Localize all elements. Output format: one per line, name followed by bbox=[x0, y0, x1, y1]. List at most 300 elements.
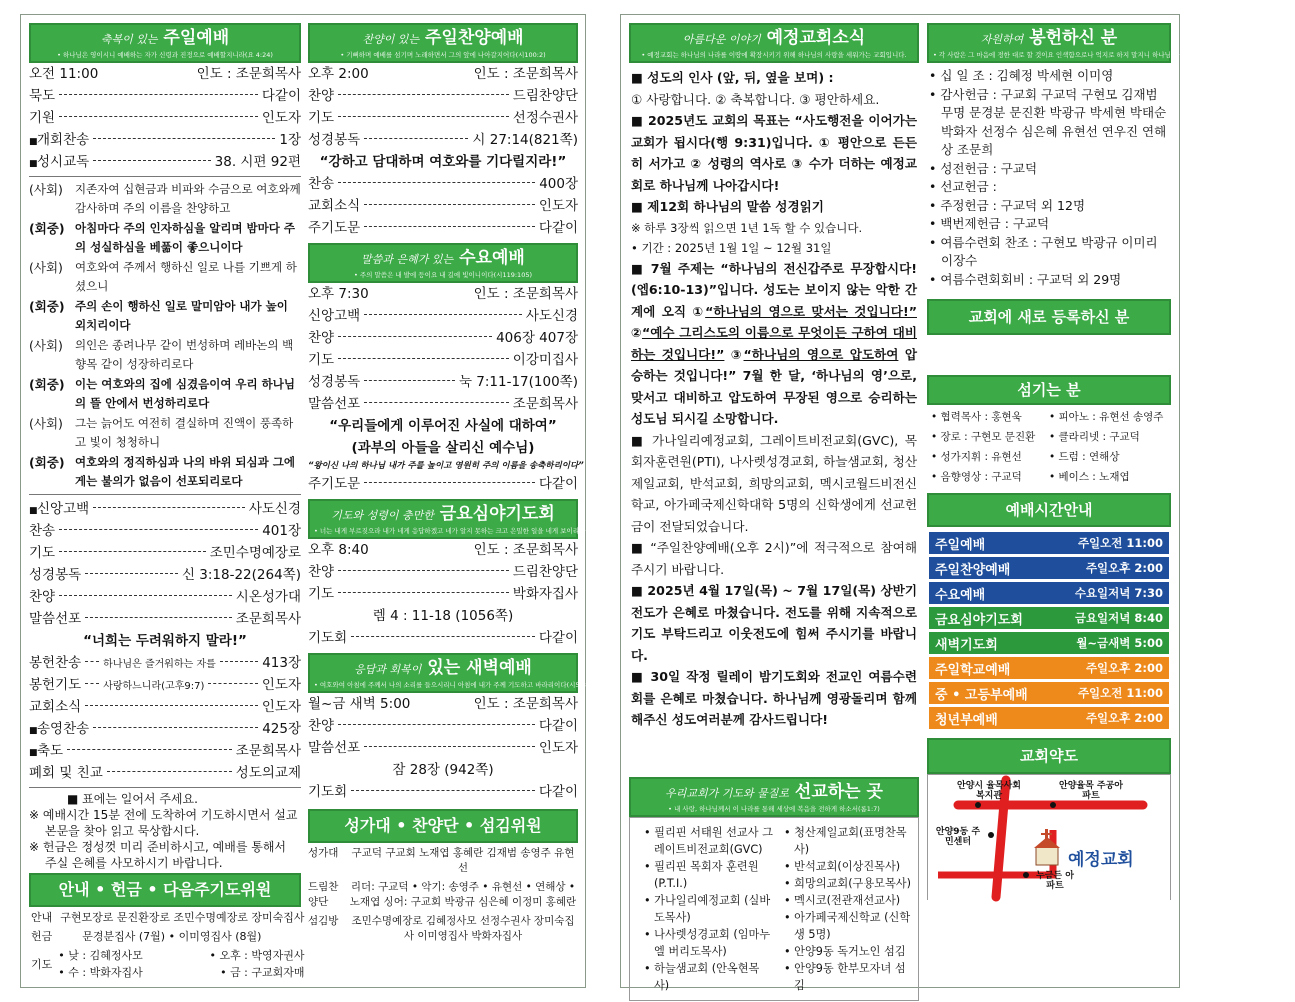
order-label: 폐회 및 친교 bbox=[29, 765, 103, 781]
reading-speaker: (사회) bbox=[29, 416, 63, 431]
order-label: 말씀선포 bbox=[308, 396, 361, 412]
service-time: 오후 2:00 bbox=[308, 66, 369, 82]
stand-marker: ■ bbox=[29, 137, 38, 147]
header-pre: 축복이 있는 bbox=[100, 33, 158, 46]
server-item: • 장로 : 구현모 문진환 bbox=[931, 431, 1036, 443]
map-label: 안양시 율목사회복지관 bbox=[957, 781, 1021, 801]
order-row bbox=[29, 762, 301, 784]
map-label: 안양율목 주공아파트 bbox=[1059, 781, 1123, 801]
guide-value: • 수 : 박화자집사 bbox=[58, 966, 143, 979]
guide-table bbox=[29, 907, 307, 983]
mission-item: • 멕시코(전관재선교사) bbox=[784, 894, 901, 907]
dotted-leader bbox=[220, 661, 258, 662]
order-row bbox=[308, 217, 578, 239]
order-label: 신앙고백 bbox=[308, 308, 361, 324]
schedule-service: 주일예배 bbox=[935, 537, 986, 553]
guide-title: 안내 • 헌금 • 다음주기도위원 bbox=[58, 880, 272, 899]
header-title: 주일찬양예배 bbox=[425, 28, 524, 48]
schedule-time: 주일오전 11:00 bbox=[1077, 536, 1163, 550]
choir-members: 조민수명예장로 김혜정사모 선정수권사 장미숙집사 이미영집사 박화자집사 bbox=[351, 915, 575, 942]
header-verse: • 각 사람은 그 마음에 정한 대로 할 것이요 인색함으로나 억지로 하지 말지니 하나님은 즐겨 내는 자를 사랑하시느니라(고후9:7) bbox=[933, 51, 1295, 59]
scripture-ref: 잠 28장 (942쪽) bbox=[392, 762, 494, 778]
order-label: 성시교독 bbox=[37, 154, 90, 170]
schedule-time: 주일오후 2:00 bbox=[1085, 661, 1163, 675]
news-text: 압승하는 것입니다!” 7월 한 달, ‘하나님의 영’으로, 맞서고 대비하고 압도하여 무장된 영으로 승리하는 성도님 되시길 소망합니다. bbox=[631, 346, 917, 426]
order-row bbox=[308, 393, 578, 415]
order-label: 교회소식 bbox=[308, 198, 361, 214]
offering-header bbox=[927, 23, 1295, 63]
schedule-service: 새벽기도회 bbox=[935, 637, 998, 653]
stand-note: ■ 표에는 일어서 주세요. bbox=[67, 792, 198, 806]
order-memo: 하나님은 즐거워하는 자를 bbox=[103, 659, 216, 670]
mission-item: • 안양9동 한부모자녀 섬김 bbox=[784, 962, 906, 992]
leader-row bbox=[308, 539, 578, 561]
dotted-leader bbox=[93, 727, 258, 728]
order-row bbox=[29, 696, 301, 718]
service-leader: 인도 : 조문희목사 bbox=[473, 696, 578, 712]
dotted-leader bbox=[59, 94, 258, 95]
reading-speaker: (사회) bbox=[29, 182, 63, 197]
order-value: 413장 bbox=[262, 655, 301, 671]
stand-marker: ■ bbox=[29, 748, 38, 758]
header-pre: 우리교회가 기도와 물질로 bbox=[665, 787, 789, 800]
mission-item: • 반석교회(이상진목사) bbox=[784, 860, 901, 873]
choir-row bbox=[308, 846, 578, 876]
news-item: • 기간 : 2025년 1월 1일 ~ 12월 31일 bbox=[631, 240, 832, 255]
guide-value: • 금 : 구교회자매 bbox=[220, 966, 305, 979]
order-value: 선정수권사 bbox=[512, 110, 578, 126]
header-title: 예정교회소식 bbox=[766, 28, 866, 48]
other-services-column bbox=[308, 23, 612, 948]
order-value: 인도자 bbox=[538, 740, 578, 756]
schedule-row bbox=[929, 707, 1169, 729]
news-item: ① 사랑합니다. ② 축복합니다. ③ 평안하세요. bbox=[631, 91, 880, 107]
order-value: 인도자 bbox=[261, 677, 301, 693]
dotted-leader bbox=[364, 204, 535, 205]
order-value: 인도자 bbox=[538, 198, 578, 214]
church-name-label: 예정교회 bbox=[1068, 850, 1134, 870]
servers-header: 섬기는 분 bbox=[927, 375, 1171, 405]
schedule-time: 수요일저녁 7:30 bbox=[1074, 586, 1163, 600]
order-label: 기도 bbox=[308, 352, 335, 368]
newcomer-empty bbox=[927, 335, 1171, 375]
reading-text: 지존자여 십현금과 비파와 수금으로 여호와께 감사하며 주의 이름을 찬양하고 bbox=[75, 182, 301, 215]
schedule-service: 청년부예배 bbox=[935, 712, 998, 728]
news-underline: “예수 그리스도의 이름으로 무엇이든 구하여 대비하는 것입니다!” bbox=[631, 325, 917, 362]
order-value: 401장 bbox=[262, 523, 301, 539]
schedule-list bbox=[927, 527, 1171, 734]
choir-row bbox=[308, 914, 578, 944]
reading-text: 주의 손이 행하신 일로 말미암아 내가 높이 외치리이다 bbox=[75, 299, 288, 332]
order-value: 다같이 bbox=[538, 476, 578, 492]
offering-list bbox=[927, 63, 1171, 293]
dotted-leader bbox=[338, 94, 509, 95]
scripture-ref: 렘 4 : 11-18 (1056쪽) bbox=[372, 608, 514, 624]
order-row bbox=[308, 561, 578, 583]
offering-row: • 백번제헌금 : 구교덕 bbox=[929, 216, 1050, 231]
dotted-leader bbox=[67, 749, 232, 750]
order-row bbox=[29, 608, 301, 630]
header-pre: 찬양이 있는 bbox=[362, 33, 420, 46]
header-pre: 자원하여 bbox=[980, 33, 1024, 46]
news-item: ■ 제12회 하나님의 말씀 성경읽기 bbox=[631, 199, 824, 214]
schedule-service: 주일학교예배 bbox=[935, 662, 1011, 678]
order-value: 시 27:14(821쪽) bbox=[472, 132, 578, 148]
dotted-leader bbox=[85, 705, 258, 706]
order-row bbox=[29, 151, 301, 173]
order-row bbox=[29, 718, 301, 740]
guide-value: • 오후 : 박영자권사 bbox=[209, 949, 305, 962]
news-underline: “하나님의 영으로 맞서는 것입니다!” bbox=[705, 303, 917, 319]
news-item: ■ 30일 작정 릴레이 밤기도회와 전교인 여름수련회를 은혜로 마쳤습니다. 하나님께 영광돌리며 함께 해주신 성도여러분께 감사드립니다! bbox=[631, 669, 917, 727]
order-label: 찬양 bbox=[308, 330, 335, 346]
order-row bbox=[308, 583, 578, 605]
order-row bbox=[29, 129, 301, 151]
mission-list bbox=[629, 817, 919, 1001]
dotted-leader bbox=[364, 380, 455, 381]
order-label: 축도 bbox=[37, 743, 64, 759]
mission-item: • 필리핀 목회자 훈련원 (P.T.I.) bbox=[644, 860, 759, 890]
order-value: 조문희목사 bbox=[512, 396, 578, 412]
server-item: • 베이스 : 노재엽 bbox=[1049, 471, 1130, 483]
schedule-time: 주일오전 11:00 bbox=[1077, 686, 1163, 700]
order-value: 드림찬양단 bbox=[512, 564, 578, 580]
guide-value: 문경분집사 (7월) • 이미영집사 (8월) bbox=[82, 930, 262, 943]
leader-row bbox=[308, 283, 578, 305]
order-label: 기도 bbox=[308, 110, 335, 126]
order-row bbox=[29, 564, 301, 586]
order-row bbox=[29, 542, 301, 564]
dotted-leader bbox=[338, 336, 492, 337]
order-value: 425장 bbox=[262, 721, 301, 737]
servers-list bbox=[927, 405, 1171, 489]
dotted-leader bbox=[59, 529, 258, 530]
order-label: 묵도 bbox=[29, 88, 56, 104]
server-item: • 음향영상 : 구교덕 bbox=[931, 471, 1022, 483]
order-row bbox=[308, 371, 578, 393]
schedule-service: 금요심야기도회 bbox=[935, 612, 1023, 628]
leader-row bbox=[29, 63, 301, 85]
dotted-leader bbox=[338, 116, 509, 117]
header-pre: 말씀과 은혜가 있는 bbox=[361, 253, 454, 266]
order-label: 찬양 bbox=[308, 718, 335, 734]
service-time: 월~금 새벽 5:00 bbox=[308, 696, 411, 712]
order-value: 406장 407장 bbox=[496, 330, 578, 346]
news-item: ■ 2025년도 교회의 목표는 “사도행전을 이어가는 교회가 됩시다(행 9:31)입니다. ① 평안으로 든든히 서가고 ② 성령의 역사로 ③ 수가 더하는 예정교회로 하나님께 나아갑시다! bbox=[631, 113, 917, 193]
schedule-header: 예배시간안내 bbox=[927, 493, 1171, 527]
sermon-quote: “왕이신 나의 하나님 내가 주를 높이고 영원히 주의 이름을 송축하리이다” bbox=[308, 461, 584, 471]
order-row bbox=[29, 85, 301, 107]
header-pre: 기도와 성령이 충만한 bbox=[331, 509, 434, 522]
mission-item: • 아가페국제신학교 (신학생 5명) bbox=[784, 911, 911, 941]
reading-line bbox=[29, 336, 301, 374]
offering-row: • 십 일 조 : 김혜정 박세현 이미영 bbox=[929, 68, 1114, 83]
order-row bbox=[29, 674, 301, 696]
schedule-time: 주일오후 2:00 bbox=[1085, 561, 1163, 575]
dotted-leader bbox=[338, 724, 535, 725]
order-value: 시온성가대 bbox=[235, 589, 301, 605]
order-label: 교회소식 bbox=[29, 699, 82, 715]
reading-line bbox=[29, 258, 301, 296]
service-note: ※ 예배시간 15분 전에 도착하여 기도하시면서 설교 본문을 찾아 읽고 묵상합시다. bbox=[29, 808, 298, 838]
order-value: 다같이 bbox=[261, 88, 301, 104]
sermon-subtitle: (과부의 아들을 살리신 예수님) bbox=[351, 440, 535, 456]
reading-speaker: (회중) bbox=[29, 221, 65, 236]
order-value: 신 3:18-22(264쪽) bbox=[181, 567, 301, 583]
dotted-leader bbox=[364, 314, 522, 315]
dotted-leader bbox=[93, 160, 210, 161]
order-label: 성경봉독 bbox=[29, 567, 82, 583]
mission-item: • 하늘샘교회 (안옥현목사) bbox=[644, 962, 760, 992]
dotted-leader bbox=[107, 771, 232, 772]
order-label: 신앙고백 bbox=[37, 501, 90, 517]
offering-row: • 주정헌금 : 구교덕 외 12명 bbox=[929, 197, 1086, 213]
offering-column bbox=[927, 23, 1295, 900]
order-label: 송영찬송 bbox=[37, 721, 90, 737]
order-memo: 사랑하느니라(고후9:7) bbox=[103, 681, 205, 692]
dawn-service-header bbox=[308, 653, 589, 693]
reading-line bbox=[29, 453, 301, 491]
dotted-leader bbox=[93, 138, 275, 139]
reading-line bbox=[29, 297, 301, 335]
dotted-leader bbox=[351, 636, 535, 637]
service-leader: 인도 : 조문희목사 bbox=[473, 66, 578, 82]
order-row bbox=[308, 781, 578, 803]
server-item: • 성가지휘 : 유현선 bbox=[931, 451, 1022, 463]
header-verse: • 예정교회는 하나님의 나라를 이땅에 확장시키기 위해 하나님의 사랑을 세워가는 교회입니다. bbox=[641, 51, 907, 59]
reading-line bbox=[29, 375, 301, 413]
order-value: 인도자 bbox=[261, 110, 301, 126]
order-value: 1장 bbox=[279, 132, 301, 148]
dotted-leader bbox=[338, 358, 509, 359]
header-verse: • 하나님은 영이시니 예배하는 자가 신령과 진정으로 예배할지니라(요 4:24) bbox=[57, 51, 273, 59]
choir-label: 성가대 bbox=[308, 847, 339, 859]
news-text: ■ 7월 주제는 “하나님의 전신갑주로 무장합시다!(엡6:10-13)”입니다. 성도는 보이지 않는 악한 간계에 오직 ① bbox=[631, 260, 917, 319]
order-label: 말씀선포 bbox=[308, 740, 361, 756]
order-value: 38. 시편 92편 bbox=[214, 154, 301, 170]
order-label: 주기도문 bbox=[308, 476, 361, 492]
schedule-time: 금요일저녁 8:40 bbox=[1074, 611, 1163, 625]
header-verse: • 내 사랑, 하나님께서 이 나라를 통해 세상에 복음을 전하게 하소서(롬1:7) bbox=[668, 805, 880, 813]
reading-speaker: (회중) bbox=[29, 299, 65, 314]
service-note: ※ 헌금은 정성껏 미리 준비하시고, 예배를 통해서 주실 은혜를 사모하시기 바랍니다. bbox=[29, 840, 287, 870]
news-text: ② bbox=[631, 325, 642, 340]
dotted-leader bbox=[59, 116, 258, 117]
server-item: • 드럼 : 연해상 bbox=[1049, 451, 1120, 463]
server-item: • 클라리넷 : 구교덕 bbox=[1049, 431, 1140, 443]
header-title: 있는 새벽예배 bbox=[427, 658, 532, 678]
dotted-leader bbox=[59, 551, 206, 552]
mission-item: • 희망의교회(구용모목사) bbox=[784, 877, 911, 890]
order-value: 조문희목사 bbox=[235, 743, 301, 759]
schedule-row bbox=[929, 682, 1169, 704]
order-value: 조문희목사 bbox=[235, 611, 301, 627]
header-title: 주일예배 bbox=[163, 28, 230, 48]
stand-marker: ■ bbox=[29, 159, 38, 169]
order-row bbox=[29, 740, 301, 762]
server-item: • 피아노 : 유현선 송영주 bbox=[1049, 411, 1164, 423]
map-label: 누금든 아파트 bbox=[1036, 871, 1074, 891]
order-label: 개회찬송 bbox=[37, 132, 90, 148]
order-row bbox=[308, 327, 578, 349]
dotted-leader bbox=[338, 182, 535, 183]
sermon-title: “우리들에게 이루어진 사실에 대하여” bbox=[329, 418, 557, 434]
service-time: 오후 7:30 bbox=[308, 286, 369, 302]
reading-speaker: (사회) bbox=[29, 338, 63, 353]
mission-item: • 청산제일교회(표명찬목사) bbox=[784, 826, 907, 856]
news-item: ■ “주일찬양예배(오후 2시)”에 적극적으로 참여해주시기 바랍니다. bbox=[631, 540, 917, 577]
schedule-row bbox=[929, 557, 1169, 579]
order-row bbox=[308, 195, 578, 217]
mission-section bbox=[629, 777, 919, 1001]
news-text: ③ bbox=[724, 346, 744, 362]
order-label: 찬송 bbox=[308, 176, 335, 192]
service-leader: 인도 : 조문희목사 bbox=[473, 286, 578, 302]
reading-text: 이는 여호와의 집에 심겼음이여 우리 하나님의 뜰 안에서 번성하리로다 bbox=[75, 377, 295, 410]
news-item: ■ 가나일리예정교회, 그레이트비전교회(GVC), 목회자훈련원(PTI), 나사렛성경교회, 하늘샘교회, 청산제일교회, 반석교회, 희망의교회, 멕시코월드비전신학교, 아가페국제신학대학 5명의 신학생에게 선교헌금이 전달되었습니다. bbox=[631, 432, 917, 534]
guide-value: 구현모장로 문진환장로 조민수명예장로 장미숙집사 bbox=[60, 911, 305, 924]
header-verse: • 주의 말씀은 내 발에 등이요 내 길에 빛이니이다(시119:105) bbox=[353, 271, 533, 279]
order-value: 다같이 bbox=[538, 630, 578, 646]
service-time: 오후 8:40 bbox=[308, 542, 369, 558]
mission-item: • 나사렛성경교회 (임마누엘 버리도목사) bbox=[644, 928, 771, 958]
reading-line bbox=[29, 414, 301, 452]
dotted-leader bbox=[93, 507, 245, 508]
order-label: 찬양 bbox=[308, 88, 335, 104]
schedule-row bbox=[929, 607, 1169, 629]
order-label: 성경봉독 bbox=[308, 374, 361, 390]
stand-marker: ■ bbox=[29, 506, 38, 516]
dotted-leader bbox=[85, 617, 232, 618]
order-value: 사도신경 bbox=[248, 501, 301, 517]
news-underline: “하나님의 영으로 압도하여 bbox=[743, 346, 899, 362]
dotted-leader bbox=[364, 402, 509, 403]
order-value: 성도의교제 bbox=[235, 765, 301, 781]
order-row bbox=[308, 627, 578, 649]
choir-members: 리더: 구교덕 • 악기: 송영주 • 유현선 • 연해상 • 노재엽 싱어: 구교회 박광규 심은혜 이정미 홍혜란 bbox=[349, 881, 577, 908]
schedule-time: 월~금새벽 5:00 bbox=[1076, 636, 1163, 650]
order-value: 다같이 bbox=[538, 718, 578, 734]
reading-speaker: (사회) bbox=[29, 260, 63, 275]
reading-text: 아침마다 주의 인자하심을 알리며 밤마다 주의 성실하심을 베풂이 좋으니이다 bbox=[75, 221, 295, 254]
order-label: 찬양 bbox=[29, 589, 56, 605]
dotted-leader bbox=[85, 661, 99, 662]
order-row bbox=[308, 107, 578, 129]
order-label: 성경봉독 bbox=[308, 132, 361, 148]
schedule-row bbox=[929, 632, 1169, 654]
header-title: 수요예배 bbox=[459, 248, 525, 268]
offering-row: • 감사헌금 : 구교회 구교덕 구현모 김재범 무명 문경분 문진환 박광규 박세현 박태순 박화자 선정수 심은혜 유현선 연우진 연해상 조문희 bbox=[929, 86, 1167, 157]
sermon-title: “강하고 담대하며 여호와를 기다릴지라!” bbox=[319, 154, 567, 170]
schedule-row bbox=[929, 657, 1169, 679]
order-label: 기원 bbox=[29, 110, 56, 126]
order-row bbox=[308, 349, 578, 371]
map-header: 교회약도 bbox=[927, 738, 1171, 774]
order-row bbox=[308, 715, 578, 737]
order-row bbox=[308, 305, 578, 327]
order-row bbox=[29, 498, 301, 520]
reading-text: 여호와의 정직하심과 나의 바위 되심과 그에게는 불의가 없음이 선포되리로다 bbox=[75, 455, 295, 488]
dotted-leader bbox=[364, 138, 468, 139]
choir-header bbox=[308, 809, 578, 843]
order-label: 찬양 bbox=[308, 564, 335, 580]
sunday-service-header bbox=[29, 23, 301, 63]
header-pre: 아름다운 이야기 bbox=[682, 33, 761, 46]
news-header bbox=[629, 23, 919, 63]
schedule-row bbox=[929, 582, 1169, 604]
dotted-leader bbox=[59, 595, 232, 596]
service-time: 오전 11:00 bbox=[29, 66, 99, 82]
schedule-row bbox=[929, 532, 1169, 554]
dotted-leader bbox=[364, 226, 535, 227]
order-row bbox=[29, 107, 301, 129]
leader-row bbox=[308, 693, 578, 715]
header-title: 금요심야기도회 bbox=[439, 504, 555, 524]
friday-service-header bbox=[308, 499, 612, 539]
schedule-service: 주일찬양예배 bbox=[935, 562, 1011, 578]
dotted-leader bbox=[338, 570, 509, 571]
newcomer-header: 교회에 새로 등록하신 분 bbox=[927, 299, 1171, 335]
guide-value: • 낮 : 김혜정사모 bbox=[58, 949, 143, 962]
church-news-column bbox=[629, 23, 919, 731]
choir-row bbox=[308, 880, 578, 910]
mission-header bbox=[629, 777, 919, 817]
bulletin-left-page bbox=[20, 14, 612, 988]
schedule-service: 중 • 고등부예배 bbox=[935, 687, 1028, 703]
order-label: 기도회 bbox=[308, 784, 348, 800]
reading-text: 여호와여 주께서 행하신 일로 나를 기쁘게 하셨으니 bbox=[75, 260, 297, 293]
choir-label: 섬김방 bbox=[308, 915, 339, 927]
dotted-leader bbox=[208, 683, 258, 684]
news-item: ※ 하루 3장씩 읽으면 1년 1독 할 수 있습니다. bbox=[631, 220, 863, 235]
news-item bbox=[631, 258, 917, 430]
schedule-time: 주일오후 2:00 bbox=[1085, 711, 1163, 725]
order-row bbox=[29, 586, 301, 608]
service-leader: 인도 : 조문희목사 bbox=[473, 542, 578, 558]
bulletin-right-page bbox=[620, 14, 1295, 992]
reading-text: 의인은 종려나무 같이 번성하며 레바논의 백향목 같이 성장하리로다 bbox=[75, 338, 294, 371]
schedule-service: 수요예배 bbox=[935, 587, 986, 603]
order-value: 400장 bbox=[539, 176, 578, 192]
sunday-service-column bbox=[29, 23, 305, 983]
order-label: 주기도문 bbox=[308, 220, 361, 236]
map-label: 안양9동 주민센터 bbox=[935, 827, 981, 847]
order-label: 기도회 bbox=[308, 630, 348, 646]
news-item: ■ 2025년 4월 17일(목) ~ 7월 17일(목) 상반기 전도가 은혜로 마쳤습니다. 전도를 위해 지속적으로 기도 부탁드리고 이웃전도에 힘써 주시기를 바랍니다. bbox=[631, 583, 917, 663]
dotted-leader bbox=[364, 746, 535, 747]
dotted-leader bbox=[338, 592, 509, 593]
reading-speaker: (회중) bbox=[29, 455, 65, 470]
offering-row: • 여름수련회회비 : 구교덕 외 29명 bbox=[929, 271, 1122, 287]
offering-row: • 성전헌금 : 구교덕 bbox=[929, 160, 1038, 176]
order-value: 이강미집사 bbox=[512, 352, 578, 368]
order-label: 기도 bbox=[29, 545, 56, 561]
mission-item: • 필리핀 서태원 선교사 그레이트비전교회(GVC) bbox=[644, 826, 773, 856]
dotted-leader bbox=[364, 482, 535, 483]
header-pre: 응답과 회복이 bbox=[354, 663, 422, 676]
header-verse: • 여호와여 아침에 주께서 나의 소리를 들으시리니 아침에 내가 주께 기도하고 바라리이다(시5:3) bbox=[314, 681, 589, 689]
choir-label: 드림찬양단 bbox=[308, 881, 339, 908]
reading-text: 그는 늙어도 여전히 결실하며 진액이 풍족하고 빛이 청청하니 bbox=[75, 416, 294, 449]
header-title: 봉헌하신 분 bbox=[1029, 28, 1118, 48]
header-verse: • 너는 내게 부르짖으라 내가 네게 응답하겠고 네가 알지 못하는 크고 은밀한 일을 네게 보이리라(렘33:3) bbox=[314, 527, 612, 535]
offering-row: • 선교헌금 : bbox=[929, 179, 997, 194]
choir-members: 구교덕 구교회 노재엽 홍혜란 김재범 송영주 유현선 bbox=[351, 847, 575, 874]
reading-speaker: (회중) bbox=[29, 377, 65, 392]
stand-marker: ■ bbox=[29, 726, 38, 736]
order-row bbox=[308, 473, 578, 495]
order-row bbox=[29, 520, 301, 542]
